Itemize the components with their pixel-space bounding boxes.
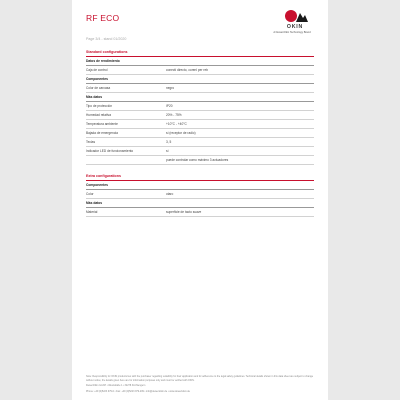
spec-label: Bajada de emergencia bbox=[86, 131, 118, 135]
spec-value: superficie de tacto suave bbox=[166, 210, 202, 214]
spec-row bbox=[86, 66, 314, 75]
group-heading: Más datos bbox=[86, 199, 314, 208]
spec-label: Color de carcasa bbox=[86, 86, 111, 90]
spec-value: sí bbox=[166, 149, 169, 153]
footer-contact: Phone: +49 (0)5223 979-0 • Fax: +49 (0)5223 979-209 • info@dewertokin.de • www.dewertokin.de bbox=[86, 389, 190, 393]
group-heading: Componentes bbox=[86, 181, 314, 190]
spec-row bbox=[86, 147, 314, 156]
product-title: RF ECO bbox=[86, 13, 120, 23]
section-title: Extra configurations bbox=[86, 174, 314, 181]
group-heading: Más datos bbox=[86, 93, 314, 102]
spec-value: puede controlar como máximo 3 actuadores bbox=[166, 158, 229, 162]
okin-logo-icon bbox=[284, 9, 308, 23]
datasheet-page bbox=[72, 0, 328, 400]
logo-name: OKIN bbox=[286, 24, 304, 30]
spec-row bbox=[86, 120, 314, 129]
spec-value: 20% - 75% bbox=[166, 113, 182, 117]
spec-row bbox=[86, 156, 314, 165]
spec-label: Temperatura ambiente bbox=[86, 122, 118, 126]
page-info: Page 3/4 - stand 01/2020 bbox=[86, 37, 127, 41]
spec-row bbox=[86, 102, 314, 111]
spec-value: +10°C - +40°C bbox=[166, 122, 187, 126]
spec-label: Teclas bbox=[86, 140, 96, 144]
spec-value: negro bbox=[166, 86, 175, 90]
footer-company: DewertOkin GmbH • Weststraße 1 • 32278 Kirchlengern bbox=[86, 384, 146, 388]
group-heading: Datos de rendimiento bbox=[86, 57, 314, 66]
spec-value: 3, 5 bbox=[166, 140, 172, 144]
spec-row bbox=[86, 129, 314, 138]
page-footer bbox=[86, 375, 314, 395]
spec-value: sí (receptor de radio) bbox=[166, 131, 196, 135]
logo-tagline: A DewertOkin Technology Brand bbox=[273, 31, 311, 34]
spec-row bbox=[86, 84, 314, 93]
spec-label: Color bbox=[86, 192, 94, 196]
section-title: Standard configurations bbox=[86, 50, 314, 57]
spec-label bbox=[86, 156, 166, 164]
spec-value: otaro bbox=[166, 192, 174, 196]
spec-label: Caja de control bbox=[86, 68, 108, 72]
spec-value: conecti directo, corenl per reb bbox=[166, 68, 208, 72]
spec-row bbox=[86, 111, 314, 120]
spec-label: Tipo de protección bbox=[86, 104, 113, 108]
spec-label: Material bbox=[86, 210, 98, 214]
spec-value: IP20 bbox=[166, 104, 173, 108]
standard-configurations bbox=[86, 50, 314, 165]
spec-label: Indicador LED de funcionamiento bbox=[86, 149, 134, 153]
group-heading: Componentes bbox=[86, 75, 314, 84]
okin-logo bbox=[272, 9, 318, 37]
footer-notice: Note: Responsibility for OKIN products lies with the purchaser regarding suitability for their application and for adherence to the legal safety guidelines. Technical details shown in this data sheet are subject to change without notice; the details given here are for information purposes only and must be verified with OKIN. bbox=[86, 375, 314, 382]
spec-row bbox=[86, 138, 314, 147]
spec-label: Humedad relativa bbox=[86, 113, 111, 117]
spec-row bbox=[86, 190, 314, 199]
extra-configurations bbox=[86, 174, 314, 217]
spec-row bbox=[86, 208, 314, 217]
